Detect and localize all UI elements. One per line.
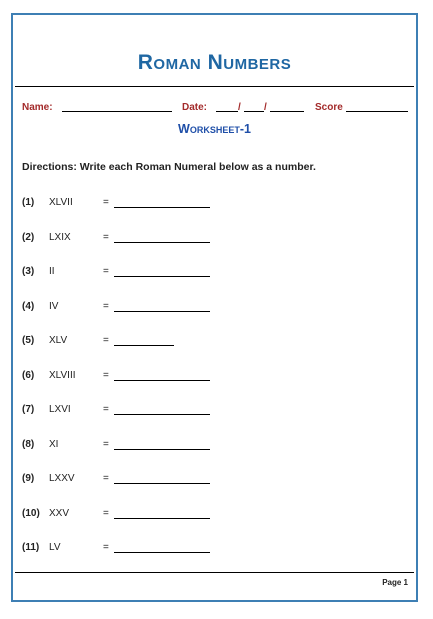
question-number: (7): [22, 404, 35, 415]
question-row: [22, 370, 322, 386]
question-row: [22, 266, 322, 282]
roman-numeral: LXXV: [49, 473, 75, 484]
equals-sign: =: [103, 369, 109, 381]
answer-blank[interactable]: [114, 414, 210, 415]
student-info-row: [22, 102, 407, 118]
equals-sign: =: [103, 507, 109, 519]
roman-numeral: IV: [49, 300, 59, 312]
equals-sign: =: [103, 542, 109, 553]
question-number: (1): [22, 197, 35, 208]
page-title: Roman Numbers: [137, 51, 292, 74]
date-separator-1: /: [238, 102, 241, 113]
equals-sign: =: [103, 266, 109, 277]
question-number: (2): [22, 231, 35, 243]
equals-sign: =: [103, 335, 109, 346]
equals-sign: =: [103, 438, 109, 450]
answer-blank[interactable]: [114, 483, 210, 484]
roman-numeral: LV: [49, 542, 61, 553]
question-number: (5): [22, 335, 35, 346]
question-number: (3): [22, 266, 35, 277]
question-row: [22, 301, 322, 317]
roman-numeral: XLV: [49, 335, 68, 346]
question-row: [22, 197, 322, 213]
directions-text: Directions: Write each Roman Numeral below as a number.: [22, 161, 316, 173]
question-number: (10): [22, 507, 40, 519]
question-number: (6): [22, 369, 35, 381]
answer-blank[interactable]: [114, 207, 210, 208]
question-row: [22, 508, 322, 524]
roman-numeral: XXV: [49, 507, 70, 519]
answer-blank[interactable]: [114, 552, 210, 553]
worksheet-page: [11, 13, 418, 602]
roman-numeral: LXIX: [49, 231, 71, 243]
name-label: Name:: [22, 102, 53, 113]
question-number: (11): [22, 542, 40, 553]
question-number: (8): [22, 438, 35, 450]
answer-blank[interactable]: [114, 276, 210, 277]
answer-blank[interactable]: [114, 242, 210, 243]
roman-numeral: XI: [49, 438, 59, 450]
question-row: [22, 232, 322, 248]
equals-sign: =: [103, 231, 109, 243]
answer-blank[interactable]: [114, 380, 210, 381]
answer-blank[interactable]: [114, 449, 210, 450]
answer-blank[interactable]: [114, 518, 210, 519]
answer-blank[interactable]: [114, 311, 210, 312]
page-number: Page 1: [382, 578, 408, 587]
question-row: [22, 335, 322, 351]
roman-numeral: XLVIII: [49, 369, 76, 381]
equals-sign: =: [103, 473, 109, 484]
question-row: [22, 473, 322, 489]
worksheet-subtitle: Worksheet-1: [178, 122, 251, 136]
question-row: [22, 542, 322, 558]
question-row: [22, 404, 322, 420]
question-row: [22, 439, 322, 455]
date-month-blank[interactable]: [216, 102, 238, 115]
name-blank[interactable]: [62, 102, 172, 115]
equals-sign: =: [103, 404, 109, 415]
roman-numeral: II: [49, 266, 55, 277]
question-number: (9): [22, 473, 35, 484]
score-blank[interactable]: [346, 102, 408, 115]
equals-sign: =: [103, 197, 109, 208]
roman-numeral: XLVII: [49, 197, 73, 208]
header-divider: [15, 86, 414, 87]
score-label: Score: [315, 102, 343, 113]
answer-blank[interactable]: [114, 345, 174, 346]
footer-divider: [15, 572, 414, 573]
equals-sign: =: [103, 300, 109, 312]
date-label: Date:: [182, 102, 208, 113]
question-number: (4): [22, 300, 35, 312]
date-day-blank[interactable]: [244, 102, 264, 115]
roman-numeral: LXVI: [49, 404, 71, 415]
date-separator-2: /: [264, 102, 267, 113]
date-year-blank[interactable]: [270, 102, 304, 115]
